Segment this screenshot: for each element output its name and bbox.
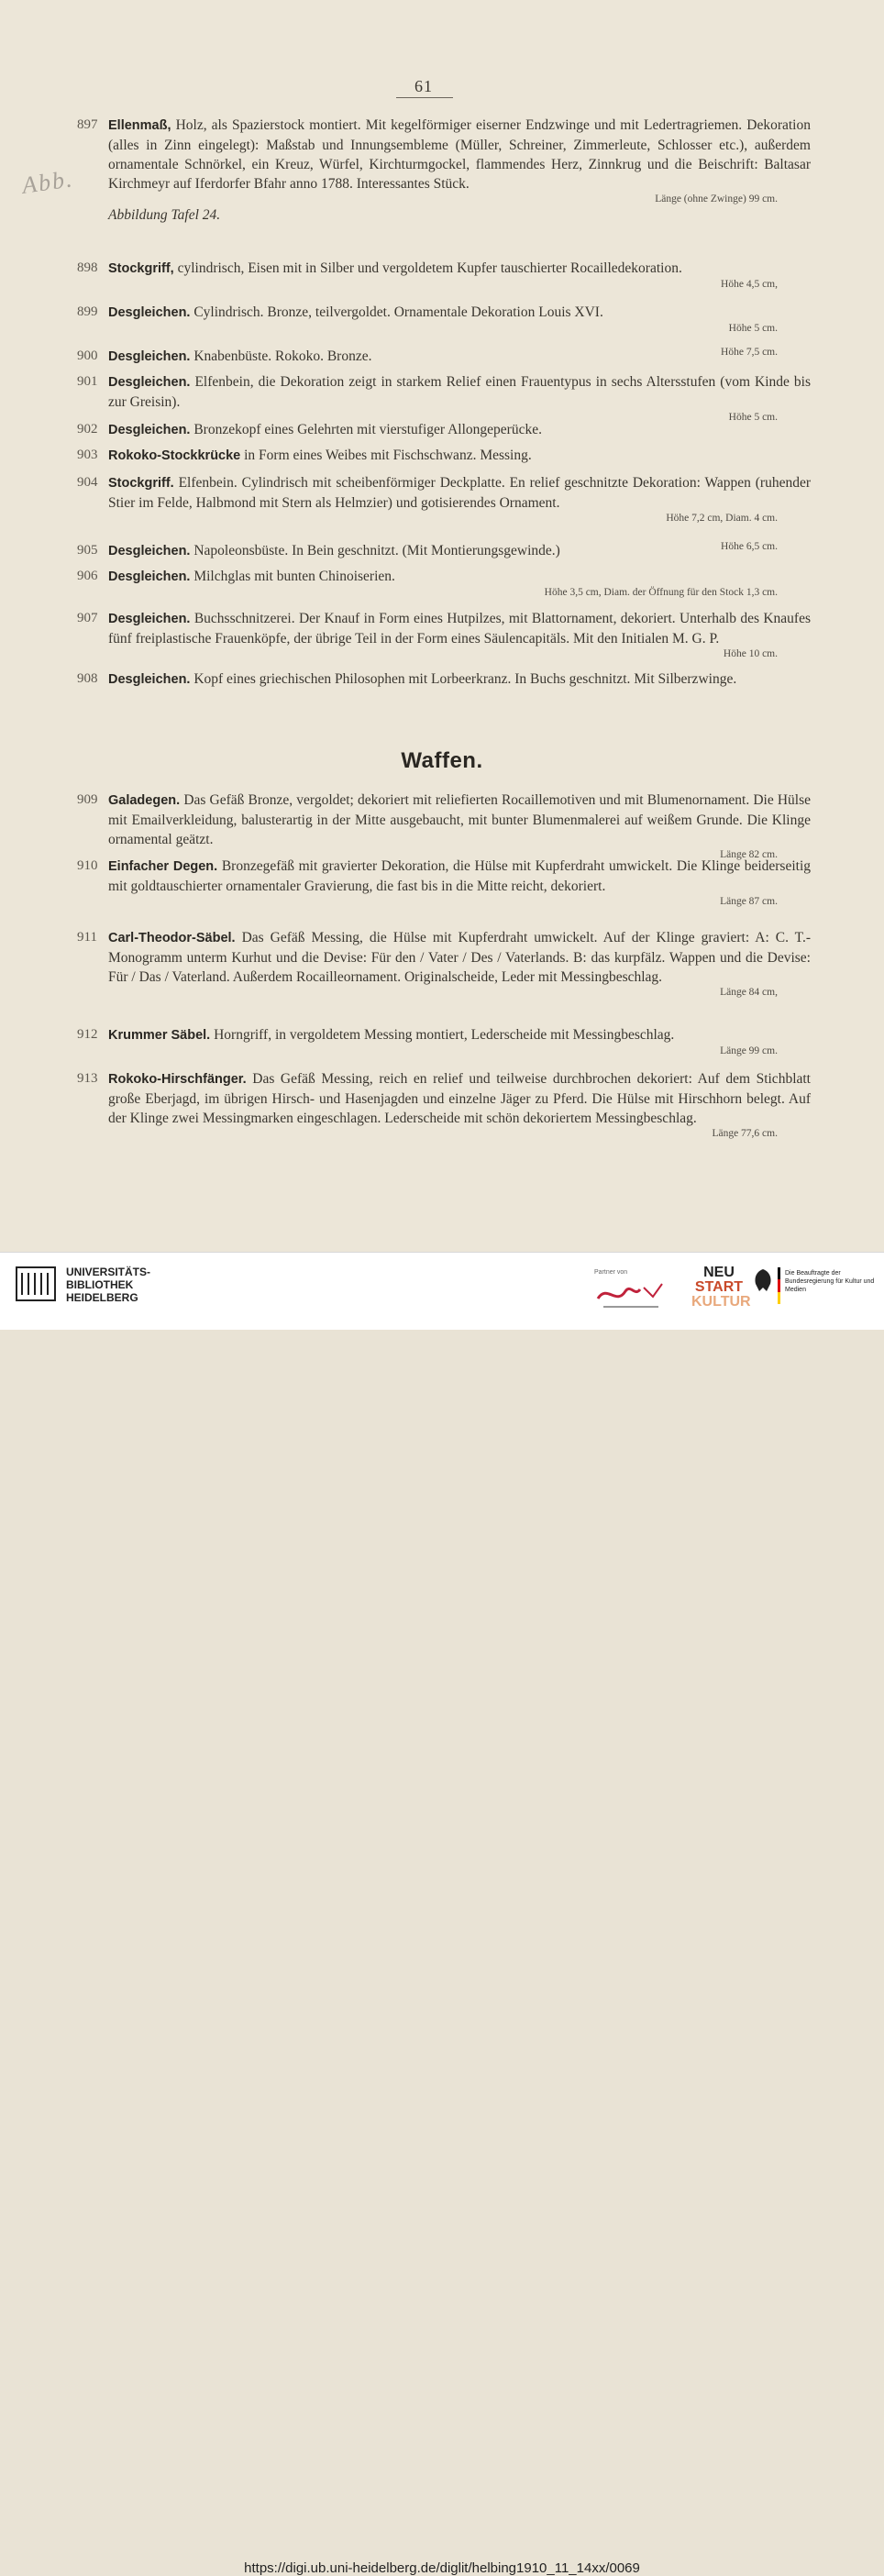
entry-measure: Länge 99 cm. (720, 1045, 778, 1056)
entry-name: Desgleichen. (108, 349, 191, 364)
catalog-entry (77, 790, 811, 861)
entry-measure: Höhe 7,2 cm, Diam. 4 cm. (666, 513, 778, 524)
entry-text: Milchglas mit bunten Chinoiserien. (193, 569, 395, 584)
entry-text: Bronzekopf eines Gelehrten mit vierstufiger Allongeperücke. (193, 422, 542, 437)
entry-number: 913 (77, 1071, 98, 1086)
entry-measure: Länge 84 cm, (720, 987, 778, 998)
entry-name: Stockgriff. (108, 476, 174, 491)
government-commissioner-label: Die Beauftragte der Bundesregierung für Kultur und Medien (785, 1270, 875, 1293)
entry-name: Desgleichen. (108, 544, 191, 558)
entry-measure: Höhe 7,5 cm. (721, 347, 778, 358)
entry-text: Elfenbein. Cylindrisch mit scheibenförmiger Deckplatte. En relief geschnitzte Dekoration: Wappen (ruhender Stier im Felde, Halbmond mit Stern als Helmzier) und gotisierendes Ornament. (108, 475, 812, 511)
neustart-kultur-logo: NEU START KULTUR (691, 1265, 751, 1310)
entry-text: Holz, als Spazierstock montiert. Mit kegelförmiger eiserner Endzwinge und mit Ledertragriemen. Dekoration (alles in Zinn eingelegt): Maßstab und Innungsembleme (Müller, Schreiner, Zimmerleute, Schlosser etc.), außerdem ornamentale Schnörkel, ein Kreuz, Würfel, Kirchturmgockel, flammendes Herz, Zinnkrug und die Beischrift: Baltasar Kirchmeyr auf Iferdorfer Bfahr anno 1788. Interessantes Stück. (108, 117, 811, 192)
entry-name: Rokoko-Hirschfänger. (108, 1072, 247, 1087)
entry-number: 908 (77, 671, 98, 686)
entry-measure: Höhe 5 cm. (728, 323, 778, 334)
entry-figure-ref: Abbildung Tafel 24. (108, 207, 221, 223)
entry-measure: Höhe 5 cm. (728, 412, 778, 423)
catalog-entry (77, 116, 811, 225)
catalog-entry (77, 347, 811, 367)
entry-number: 897 (77, 117, 98, 132)
entry-text: Horngriff, in vergoldetem Messing montiert, Lederscheide mit Messingbeschlag. (214, 1027, 675, 1043)
page-number-rule (396, 97, 453, 98)
entry-name: Rokoko-Stockkrücke (108, 448, 241, 463)
entry-name: Stockgriff, (108, 261, 174, 276)
entry-measure: Höhe 10 cm. (723, 648, 778, 659)
federal-eagle-icon (752, 1267, 774, 1295)
catalog-entry (77, 609, 811, 660)
entry-text: Das Gefäß Bronze, vergoldet; dekoriert mit reliefierten Rocaillemotiven und mit Blumenornament. Die Hülse mit Emailverkleidung, balusterartig in der Mitte ausgebaucht, mit bunter Blumenmalerei auf weißem Grunde. Die Klinge ornamental geätzt. (108, 792, 812, 847)
margin-annotation: Abb. (20, 165, 76, 199)
entry-number: 906 (77, 569, 98, 583)
entry-number: 911 (77, 930, 97, 945)
entry-name: Desgleichen. (108, 569, 191, 584)
entry-name: Galadegen. (108, 793, 181, 808)
entry-text: Knabenbüste. Rokoko. Bronze. (193, 348, 372, 364)
entry-number: 907 (77, 611, 98, 625)
partner-label: Partner von (594, 1269, 628, 1276)
german-flag-icon (778, 1267, 780, 1304)
catalog-entry (77, 541, 811, 561)
entry-measure: Länge 77,6 cm. (712, 1128, 778, 1139)
entry-measure: Höhe 3,5 cm, Diam. der Öffnung für den Stock 1,3 cm. (544, 587, 778, 598)
entry-number: 898 (77, 260, 98, 275)
entry-text: Kopf eines griechischen Philosophen mit Lorbeerkranz. In Buchs geschnitzt. Mit Silberzwinge. (193, 671, 737, 687)
university-library-name: UNIVERSITÄTS- BIBLIOTHEK HEIDELBERG (66, 1266, 151, 1304)
catalog-entry (77, 669, 811, 690)
university-library-logo (15, 1264, 57, 1304)
catalog-entry (77, 1069, 811, 1140)
catalog-entry (77, 372, 811, 424)
entry-number: 905 (77, 543, 98, 558)
entry-text: Das Gefäß Messing, die Hülse mit Kupferdraht umwickelt. Auf der Klinge graviert: A: C. T.-Monogramm unterm Kurhut und die Devise: Für den / Vater / Des / Vaterlands. B: das kurpfälz. Wappen und die Devise: Für / Das / Vaterland. Außerdem Rocailleornament. Originalscheide, Leder mit Messingbeschlag. (108, 930, 812, 985)
entry-measure: Länge 87 cm. (720, 896, 778, 907)
entry-text: in Form eines Weibes mit Fischschwanz. Messing. (244, 448, 532, 463)
entry-name: Desgleichen. (108, 423, 191, 437)
entry-name: Carl-Theodor-Säbel. (108, 931, 236, 945)
entry-number: 904 (77, 475, 98, 490)
entry-name: Desgleichen. (108, 612, 191, 626)
entry-number: 900 (77, 348, 98, 363)
section-heading: Waffen. (401, 748, 483, 773)
entry-number: 899 (77, 304, 98, 319)
entry-text: Napoleonsbüste. In Bein geschnitzt. (Mit Montierungsgewinde.) (193, 543, 560, 558)
entry-name: Krummer Säbel. (108, 1028, 211, 1043)
entry-measure: Länge (ohne Zwinge) 99 cm. (655, 193, 778, 205)
catalog-entry (77, 928, 811, 999)
permalink-url[interactable]: https://digi.ub.uni-heidelberg.de/diglit/helbing1910_11_14xx/0069 (244, 2560, 640, 2576)
entry-name: Desgleichen. (108, 305, 191, 320)
entry-text: Elfenbein, die Dekoration zeigt in starkem Relief einen Frauentypus in sechs Altersstufen (vom Kinde bis zur Greisin). (108, 374, 811, 410)
entry-name: Einfacher Degen. (108, 859, 218, 874)
entry-text: Das Gefäß Messing, reich en relief und teilweise durchbrochen dekoriert: Auf dem Stichblatt große Eberjagd, im übrigen Hirsch- und Hasenjagden und einzelne Jäger zu Pferd. Die Hülse mit Hirschhorn belegt. Auf der Klinge zwei Messingmarken eingeschlagen. Lederscheide mit schön dekoriertem Messingbeschlag. (108, 1071, 811, 1126)
catalog-entry (77, 259, 811, 291)
entry-name: Desgleichen. (108, 375, 191, 390)
footer-bar (0, 1252, 884, 2576)
entry-text: Cylindrisch. Bronze, teilvergoldet. Ornamentale Dekoration Louis XVI. (193, 304, 603, 320)
entry-text: Buchsschnitzerei. Der Knauf in Form eines Hutpilzes, mit Blattornament, dekoriert. Unterhalb des Knaufes fünf freiplastische Frauenköpfe, der übrige Teil in der Form eines Säulencapitäls. Mit den Initialen M. G. P. (108, 611, 812, 647)
entry-number: 909 (77, 792, 98, 807)
entry-measure: Höhe 6,5 cm. (721, 541, 778, 552)
catalog-entry (77, 473, 811, 525)
catalog-entry (77, 1025, 811, 1057)
catalog-entry (77, 420, 811, 440)
catalog-entry (77, 446, 811, 466)
catalog-entry (77, 857, 811, 908)
entry-text: Bronzegefäß mit gravierter Dekoration, die Hülse mit Kupferdraht umwickelt. Die Klinge beiderseitig mit goldtauschierter ornamentaler Gravierung, die fast bis in die Mitte reicht, dekoriert. (108, 858, 812, 894)
entry-number: 910 (77, 858, 98, 873)
page-number: 61 (414, 77, 433, 95)
entry-number: 912 (77, 1027, 98, 1042)
partner-logo (594, 1278, 671, 1313)
entry-number: 903 (77, 448, 98, 462)
entry-number: 901 (77, 374, 98, 389)
entry-measure: Höhe 4,5 cm, (721, 279, 778, 290)
entry-text: cylindrisch, Eisen mit in Silber und vergoldetem Kupfer tauschierter Rocailledekoration. (177, 260, 682, 276)
scanned-page (0, 0, 884, 1252)
catalog-entry (77, 567, 811, 599)
entry-name: Ellenmaß, (108, 118, 171, 133)
catalog-entry (77, 303, 811, 335)
entry-number: 902 (77, 422, 98, 437)
entry-measure: Länge 82 cm. (720, 849, 778, 860)
entry-name: Desgleichen. (108, 672, 191, 687)
